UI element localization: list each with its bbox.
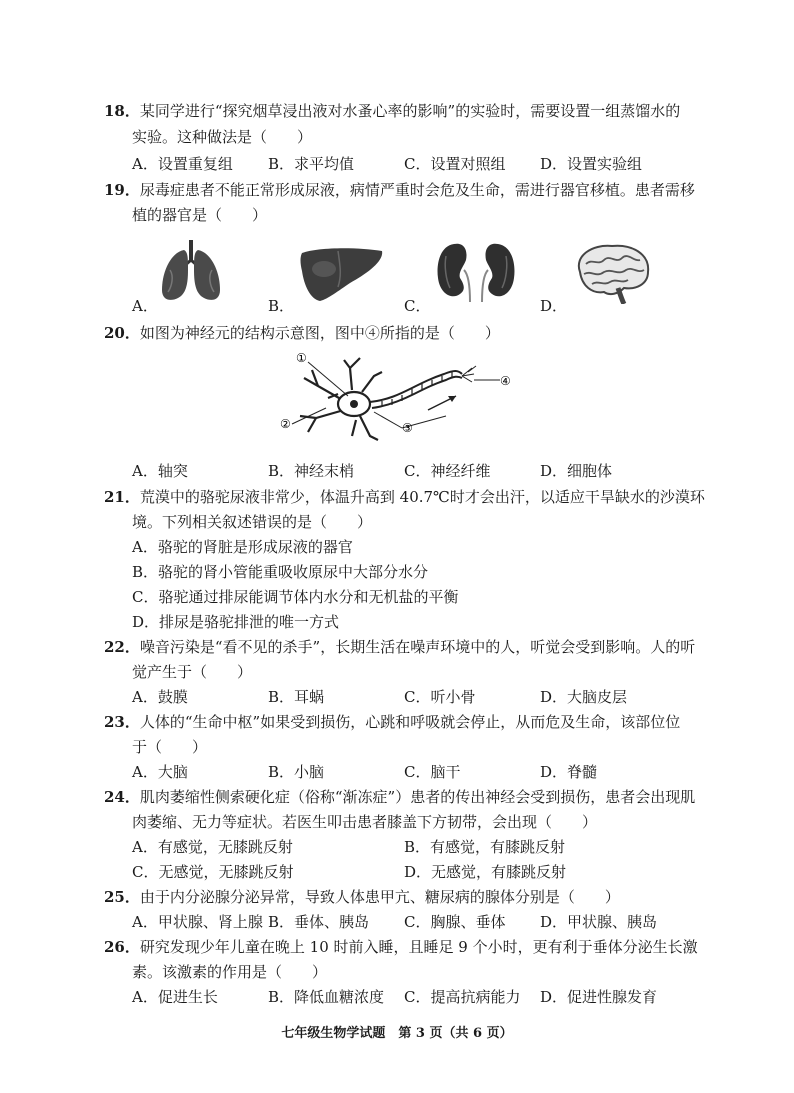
q26-option-c[interactable]: C．提高抗病能力 [404,988,521,1006]
q24-option-d[interactable]: D．无感觉，有膝跳反射 [404,863,567,881]
q21-option-c[interactable]: C．骆驼通过排尿能调节体内水分和无机盐的平衡 [132,588,459,606]
question-23-line1 [104,711,680,732]
q23-option-d[interactable]: D．脊髓 [540,763,598,781]
question-text: 尿毒症患者不能正常形成尿液，病情严重时会危及生命，需进行器官移植。患者需移 [139,181,695,199]
q25-option-a[interactable]: A．甲状腺、肾上腺 [132,913,263,931]
q21-option-d[interactable]: D．排尿是骆驼排泄的唯一方式 [132,613,340,631]
q19-option-a[interactable]: A． [132,297,158,315]
brain-icon [570,242,654,304]
question-number: 18． [104,102,140,120]
question-text: 如图为神经元的结构示意图，图中④所指的是（ ） [139,324,500,342]
question-19-line2: 植的器官是（ ） [132,206,268,224]
q23-option-c[interactable]: C．脑干 [404,763,461,781]
question-text: 研究发现少年儿童在晚上 10 时前入睡，且睡足 9 个小时，更有利于垂体分泌生长激 [139,938,698,956]
question-text: 由于内分泌腺分泌异常，导致人体患甲亢、糖尿病的腺体分别是（ ） [139,888,620,906]
question-text: 荒漠中的骆驼尿液非常少，体温升高到 40.7℃时才会出汗，以适应干旱缺水的沙漠环 [139,488,705,506]
question-number: 23． [104,713,140,731]
q18-option-c[interactable]: C．设置对照组 [404,155,506,173]
q24-option-b[interactable]: B．有感觉，有膝跳反射 [404,838,566,856]
question-text: 肌肉萎缩性侧索硬化症（俗称“渐冻症”）患者的传出神经会受到损伤，患者会出现肌 [139,788,696,806]
question-19-line1 [104,179,695,200]
q20-option-d[interactable]: D．细胞体 [540,462,613,480]
question-number: 19． [104,181,140,199]
q20-option-c[interactable]: C．神经纤维 [404,462,491,480]
q26-option-d[interactable]: D．促进性腺发育 [540,988,658,1006]
q19-option-c[interactable]: C． [404,297,431,315]
question-number: 24． [104,788,140,806]
question-24-line2: 肉萎缩、无力等症状。若医生叩击患者膝盖下方韧带，会出现（ ） [132,813,598,831]
q19-option-d[interactable]: D． [540,297,568,315]
q19-option-b[interactable]: B． [268,297,295,315]
question-number: 22． [104,638,140,656]
question-21-line1 [104,486,705,507]
neuron-label-1: ① [296,351,307,365]
question-20-line1 [104,322,500,343]
lungs-icon [158,240,224,304]
neuron-diagram [278,348,518,444]
q26-option-b[interactable]: B．降低血糖浓度 [268,988,385,1006]
q26-option-a[interactable]: A．促进生长 [132,988,218,1006]
question-26-line2: 素。该激素的作用是（ ） [132,963,328,981]
q22-option-d[interactable]: D．大脑皮层 [540,688,628,706]
question-18-line2: 实验。这种做法是（ ） [132,128,313,146]
q25-option-b[interactable]: B．垂体、胰岛 [268,913,370,931]
q24-option-a[interactable]: A．有感觉，无膝跳反射 [132,838,293,856]
question-23-line2: 于（ ） [132,738,208,756]
question-22-line2: 觉产生于（ ） [132,663,253,681]
question-text: 某同学进行“探究烟草浸出液对水蚤心率的影响”的实验时，需要设置一组蒸馏水的 [139,102,681,120]
q18-option-a[interactable]: A．设置重复组 [132,155,233,173]
q22-option-b[interactable]: B．耳蜗 [268,688,325,706]
question-26-line1 [104,936,698,957]
liver-icon [298,245,386,303]
q20-option-b[interactable]: B．神经末梢 [268,462,355,480]
q20-option-a[interactable]: A．轴突 [132,462,188,480]
q23-option-a[interactable]: A．大脑 [132,763,188,781]
q18-option-b[interactable]: B．求平均值 [268,155,355,173]
question-number: 25． [104,888,140,906]
q22-option-a[interactable]: A．鼓膜 [132,688,188,706]
question-24-line1 [104,786,695,807]
neuron-label-3: ③ [402,421,413,435]
page-footer: 七年级生物学试题 第 3 页（共 6 页） [281,1026,513,1041]
question-18-line1 [104,100,680,121]
question-22-line1 [104,636,695,657]
q21-option-b[interactable]: B．骆驼的肾小管能重吸收原尿中大部分水分 [132,563,429,581]
q25-option-c[interactable]: C．胸腺、垂体 [404,913,506,931]
q23-option-b[interactable]: B．小脑 [268,763,325,781]
q22-option-c[interactable]: C．听小骨 [404,688,476,706]
q18-option-d[interactable]: D．设置实验组 [540,155,643,173]
question-text: 人体的“生命中枢”如果受到损伤，心跳和呼吸就会停止，从而危及生命，该部位位 [139,713,681,731]
question-25-line1 [104,886,620,907]
question-number: 20． [104,324,140,342]
neuron-label-2: ② [280,417,291,431]
kidneys-icon [436,240,516,304]
question-number: 21． [104,488,140,506]
q21-option-a[interactable]: A．骆驼的肾脏是形成尿液的器官 [132,538,353,556]
q25-option-d[interactable]: D．甲状腺、胰岛 [540,913,658,931]
question-number: 26． [104,938,140,956]
q24-option-c[interactable]: C．无感觉，无膝跳反射 [132,863,294,881]
neuron-label-4: ④ [500,374,511,388]
question-text: 噪音污染是“看不见的杀手”，长期生活在噪声环境中的人，听觉会受到影响。人的听 [139,638,696,656]
question-21-line2: 境。下列相关叙述错误的是（ ） [132,513,373,531]
